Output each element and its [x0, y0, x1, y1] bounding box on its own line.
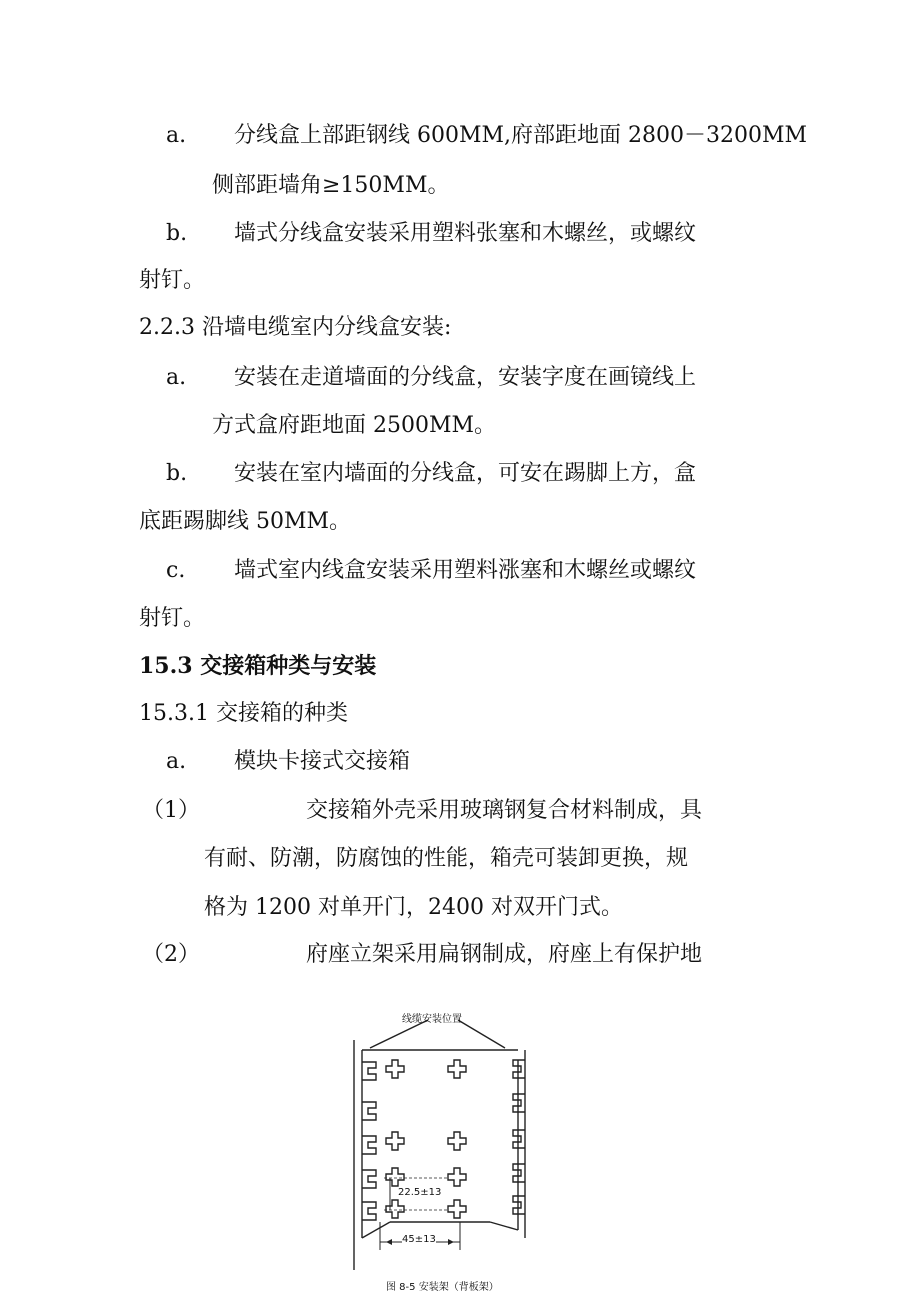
section-2-2-3-heading: 2.2.3 沿墙电缆室内分线盒安装: [139, 315, 452, 340]
mounting-frame-figure [340, 1010, 540, 1299]
item-b-line1: 安装在室内墙面的分线盒，可安在踢脚上方，盒 [234, 461, 697, 486]
section-15-3-heading: 15.3 交接箱种类与安装 [139, 653, 377, 679]
item-b-marker: b. [166, 461, 188, 486]
item-2-marker: （2） [142, 942, 200, 967]
item-1-marker: （1） [142, 798, 200, 823]
item-a-line1: 安装在走道墙面的分线盒，安装字度在画镜线上 [234, 365, 697, 390]
item-a-marker: a. [166, 749, 187, 774]
item-b-line2: 射钉。 [139, 268, 206, 293]
item-c-line1: 墙式室内线盒安装采用塑料涨塞和木螺丝或螺纹 [234, 558, 697, 583]
item-1-line2: 有耐、防潮，防腐蚀的性能，箱壳可装卸更换，规 [204, 846, 689, 871]
item-a-marker: a. [166, 365, 187, 390]
item-c-line2: 射钉。 [139, 606, 206, 631]
item-a-line2: 方式盒府距地面 2500MM。 [212, 413, 497, 438]
item-c-marker: c. [166, 558, 186, 583]
figure-dimension-horizontal: 45±13 [402, 1234, 436, 1245]
section-15-3-1-heading: 15.3.1 交接箱的种类 [139, 701, 348, 726]
item-a-line1: 分线盒上部距钢线 600MM,府部距地面 2800－3200MM [234, 123, 808, 148]
item-a-text: 模块卡接式交接箱 [234, 749, 411, 774]
item-1-line1: 交接箱外壳采用玻璃钢复合材料制成，具 [306, 798, 703, 823]
figure-caption: 图 8-5 安装架（背板架） [386, 1282, 499, 1293]
item-a-line2: 侧部距墙角≥150MM。 [212, 173, 450, 198]
item-b-line2: 底距踢脚线 50MM。 [139, 509, 352, 534]
item-1-line3: 格为 1200 对单开门，2400 对双开门式。 [204, 895, 623, 920]
item-a-marker: a. [166, 123, 187, 148]
mounting-frame-drawing [340, 1010, 540, 1295]
figure-dimension-vertical: 22.5±13 [398, 1187, 442, 1198]
item-b-marker: b. [166, 221, 188, 246]
item-b-line1: 墙式分线盒安装采用塑料张塞和木螺丝，或螺纹 [234, 221, 697, 246]
item-2-line1: 府座立架采用扁钢制成，府座上有保护地 [306, 942, 703, 967]
figure-top-label: 线缆安装位置 [402, 1014, 462, 1025]
